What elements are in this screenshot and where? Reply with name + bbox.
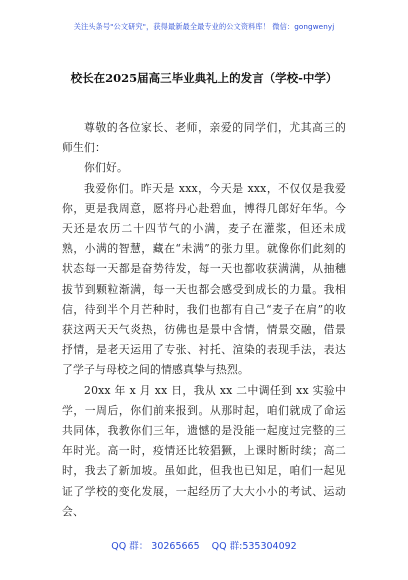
paragraph-body-2: 20xx 年 x 月 xx 日，我从 xx 二中调任到 xx 实验中学，一周后，你们前来报到。从那时起，咱们就成了命运共同体，我教你们三年，遗憾的是没能一起度过完整的三年时光。高一时，疫情还比较猖獗，上课时断时续；高二时，我去了新加坡。虽如此，但我也已知足，咱们一起见证了学校的变化发展，一起经历了大大小小的考试、运动会、 [62,383,346,518]
document-title: 校长在2025届高三毕业典礼上的发言（学校-中学） [70,71,338,85]
footer-qq-group-1: QQ 群： 30265665 [111,541,200,552]
paragraph-greeting: 你们好。 [84,161,128,175]
footer-qq-group-2: QQ 群:535304092 [211,541,297,552]
footer-qq-groups [0,538,408,552]
paragraph-salutation: 尊敬的各位家长、老师，亲爱的同学们，尤其高三的师生们： [62,121,346,155]
paragraph-body-1: 我爱你们。昨天是 xxx，今天是 xxx，不仅仅是我爱你，更是我周意，愿将丹心赴碧血，博得几郎好年华。今天还是农历二十四节气的小满，麦子在灌浆，但还未成熟，小满的智慧，藏在“未满”的张力里。就像你们此刻的状态每一天都是奋势待发，每一天也都收获满满，从抽穗拔节到颗粒渐满，每一天也都会感受到成长的力量。我相信，待到半个月芒种时，我们也都有自己“麦子在肩”的收获这两天天气炎热，彷佛也是景中含情，情景交融，借景抒情，是老天运用了专张、衬托、渲染的表现手法，表达了学子与母校之间的情感真挚与热烈。 [62,181,346,377]
document-body [62,118,346,522]
header-promo-note: 关注头条号"公文研究"，获得最新最全最专业的公文资料库！ 微信：gongwenyj [73,22,335,31]
